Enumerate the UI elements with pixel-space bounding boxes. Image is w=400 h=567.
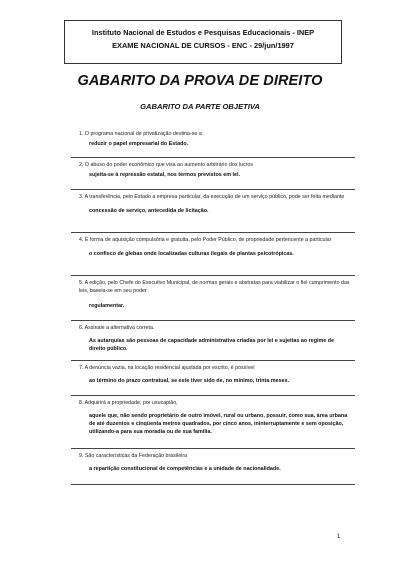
question-text: 1. O programa nacional de privatização destina-se a xyxy=(79,131,202,137)
header-exam: EXAME NACIONAL DE CURSOS - ENC - 29/jun/1997 xyxy=(112,41,294,50)
answer-text: reduzir o papel empresarial do Estado. xyxy=(89,141,189,147)
answer-text: ao término do prazo contratual, se este tiver sido de, no mínimo, trinta meses. xyxy=(89,378,290,384)
question-text: 5. A edição, pelo Chefe do Executivo Municipal, de normas gerais e abstratas para viabilizar o fiel cumprimento das leis, baseia-se em seu poder xyxy=(79,280,350,294)
question-text: 9. São características da Federação brasileira xyxy=(79,453,188,459)
answer-text: o confisco de glebas onde localizadas culturas ilegais de plantas psicotrópicas. xyxy=(89,251,294,257)
question-text: 6. Assinale a alternativa correta. xyxy=(79,325,155,331)
answer-text: regulamentar. xyxy=(89,303,125,309)
question-item xyxy=(71,396,355,449)
question-text: 3. A transferência, pelo Estado a empresa particular, da execução de um serviço público, pode ser feita mediante xyxy=(79,194,345,200)
question-item xyxy=(71,190,355,233)
question-text: 4. É forma de aquisição compulsória e gratuita, pelo Poder Público, de propriedade pertencente a particular xyxy=(79,237,332,243)
answer-text: As autarquias são pessoas de capacidade administrativa criadas por lei e sujeitas ao regime de direito público. xyxy=(89,338,335,352)
question-item xyxy=(71,233,355,276)
page-subtitle: GABARITO DA PARTE OBJETIVA xyxy=(140,102,260,111)
header-box xyxy=(64,20,342,64)
question-item xyxy=(71,127,355,158)
page-number: 1 xyxy=(337,534,341,540)
answer-text: concessão de serviço, antecedida de licitação. xyxy=(89,208,209,214)
page-title: GABARITO DA PROVA DE DIREITO xyxy=(77,73,323,89)
question-text: 2. O abuso do poder econômico que visa ao aumento arbitrário dos lucros xyxy=(79,162,254,168)
question-item xyxy=(71,158,355,190)
question-item xyxy=(71,321,355,361)
question-list xyxy=(71,127,355,485)
question-item xyxy=(71,276,355,321)
answer-text: sujeita-se à repressão estatal, nos termos previstos em lei. xyxy=(89,172,241,178)
question-text: 8. Adquirirá a propriedade, por usucapião, xyxy=(79,400,178,406)
answer-text: aquele que, não sendo proprietário de outro imóvel, rural ou urbano, possuir, como sua, área urbana de até duzentos e cinqüenta metros quadrados, por cinco anos, ininterruptamente e sem oposição, utilizando-a para sua moradia ou de sua família. xyxy=(89,413,348,435)
answer-text: a repartição constitucional de competências e a unidade de nacionalidade. xyxy=(89,466,281,472)
question-item xyxy=(71,361,355,396)
header-institution: Instituto Nacional de Estudos e Pesquisas Educacionais - INEP xyxy=(91,28,315,37)
question-text: 7. A denúncia vazia, na locação residencial ajustada por escrito, é possível xyxy=(79,365,255,371)
question-item xyxy=(71,449,355,485)
